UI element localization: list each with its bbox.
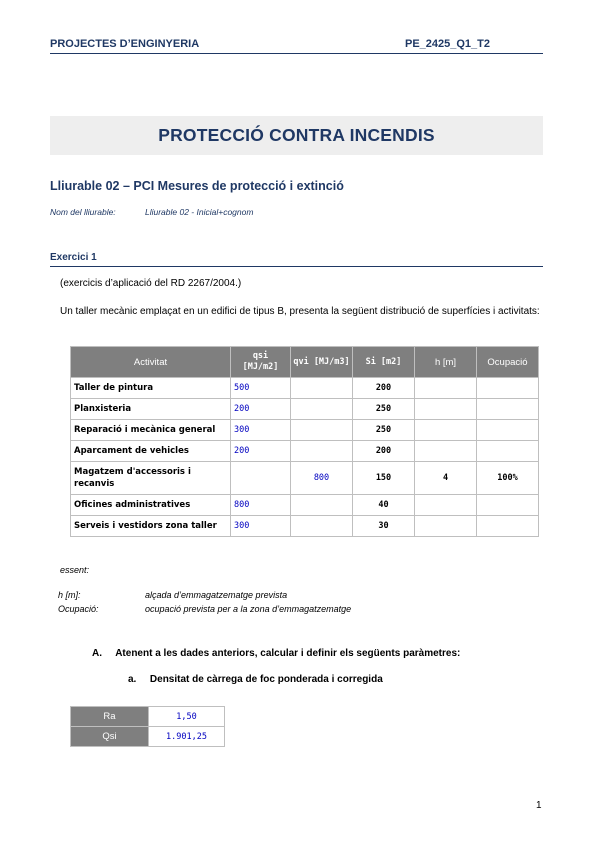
result-value: 1.901,25 — [149, 727, 225, 747]
question-a — [92, 648, 460, 659]
col-header-h: h [m] — [415, 347, 477, 378]
lliurable-title: Lliurable 02 – PCI Mesures de protecció i extinció — [50, 179, 344, 193]
cell-ocupacio — [477, 399, 539, 420]
cell-qsi: 200 — [231, 441, 291, 462]
cell-qvi: 800 — [291, 462, 353, 495]
legend-key: h [m]: — [58, 590, 81, 600]
result-value: 1,50 — [149, 707, 225, 727]
result-row — [71, 727, 225, 747]
cell-h — [415, 399, 477, 420]
cell-activitat: Planxisteria — [71, 399, 231, 420]
exercise-divider — [50, 266, 543, 267]
cell-si: 40 — [353, 495, 415, 516]
cell-si: 250 — [353, 420, 415, 441]
cell-qvi — [291, 399, 353, 420]
cell-activitat: Magatzem d'accessoris i recanvis — [71, 462, 231, 495]
table-row — [71, 495, 539, 516]
cell-activitat: Taller de pintura — [71, 378, 231, 399]
meta-value: Lliurable 02 - Inicial+cognom — [145, 207, 254, 217]
cell-si: 30 — [353, 516, 415, 537]
cell-h — [415, 378, 477, 399]
cell-ocupacio — [477, 378, 539, 399]
legend-intro: essent: — [60, 565, 90, 575]
legend-value: ocupació prevista per a la zona d’emmagatzematge — [145, 604, 352, 614]
cell-ocupacio: 100% — [477, 462, 539, 495]
col-header-qsi: qsi [MJ/m2] — [231, 347, 291, 378]
results-table — [70, 706, 225, 747]
cell-ocupacio — [477, 441, 539, 462]
question-a-a-label: a. — [128, 674, 137, 685]
cell-h — [415, 441, 477, 462]
cell-qvi — [291, 420, 353, 441]
table-header-row — [71, 347, 539, 378]
table-row — [71, 516, 539, 537]
legend-value: alçada d’emmagatzematge prevista — [145, 590, 288, 600]
cell-si: 150 — [353, 462, 415, 495]
cell-activitat: Reparació i mecànica general — [71, 420, 231, 441]
cell-si: 250 — [353, 399, 415, 420]
page-title: PROTECCIÓ CONTRA INCENDIS — [158, 125, 435, 145]
cell-ocupacio — [477, 516, 539, 537]
cell-qsi: 300 — [231, 420, 291, 441]
cell-activitat: Oficines administratives — [71, 495, 231, 516]
cell-qsi: 500 — [231, 378, 291, 399]
header-right: PE_2425_Q1_T2 — [405, 38, 491, 50]
header-divider — [50, 53, 543, 54]
table-row — [71, 441, 539, 462]
result-key: Qsi — [71, 727, 149, 747]
cell-h — [415, 516, 477, 537]
exercise-title: Exercici 1 — [50, 252, 97, 263]
legend-key: Ocupació: — [58, 604, 99, 614]
cell-qsi: 300 — [231, 516, 291, 537]
title-band — [50, 116, 543, 155]
cell-h — [415, 420, 477, 441]
cell-qvi — [291, 495, 353, 516]
cell-si: 200 — [353, 378, 415, 399]
header-left: PROJECTES D’ENGINYERIA — [50, 38, 200, 50]
cell-activitat: Serveis i vestidors zona taller — [71, 516, 231, 537]
table-row — [71, 420, 539, 441]
table-row — [71, 378, 539, 399]
cell-h — [415, 495, 477, 516]
cell-qsi — [231, 462, 291, 495]
table-row — [71, 462, 539, 495]
cell-qvi — [291, 441, 353, 462]
cell-h: 4 — [415, 462, 477, 495]
cell-activitat: Aparcament de vehicles — [71, 441, 231, 462]
activities-table — [70, 346, 539, 537]
cell-qsi: 200 — [231, 399, 291, 420]
question-a-a — [128, 674, 383, 685]
col-header-qvi: qvi [MJ/m3] — [291, 347, 353, 378]
question-a-a-text: Densitat de càrrega de foc ponderada i corregida — [149, 674, 383, 685]
cell-si: 200 — [353, 441, 415, 462]
cell-qsi: 800 — [231, 495, 291, 516]
meta-label: Nom del lliurable: — [50, 207, 116, 217]
cell-ocupacio — [477, 420, 539, 441]
result-key: Ra — [71, 707, 149, 727]
exercise-note: (exercicis d’aplicació del RD 2267/2004.) — [60, 278, 242, 289]
col-header-si: Si [m2] — [353, 347, 415, 378]
page-number: 1 — [536, 800, 542, 811]
exercise-intro: Un taller mecànic emplaçat en un edifici de tipus B, presenta la següent distribució de superfícies i activitats: — [60, 306, 540, 317]
col-header-activitat: Activitat — [71, 347, 231, 378]
cell-qvi — [291, 378, 353, 399]
question-a-label: A. — [92, 648, 102, 659]
cell-qvi — [291, 516, 353, 537]
table-row — [71, 399, 539, 420]
cell-ocupacio — [477, 495, 539, 516]
col-header-ocupacio: Ocupació — [477, 347, 539, 378]
result-row — [71, 707, 225, 727]
question-a-text: Atenent a les dades anteriors, calcular i definir els següents paràmetres: — [115, 648, 461, 659]
